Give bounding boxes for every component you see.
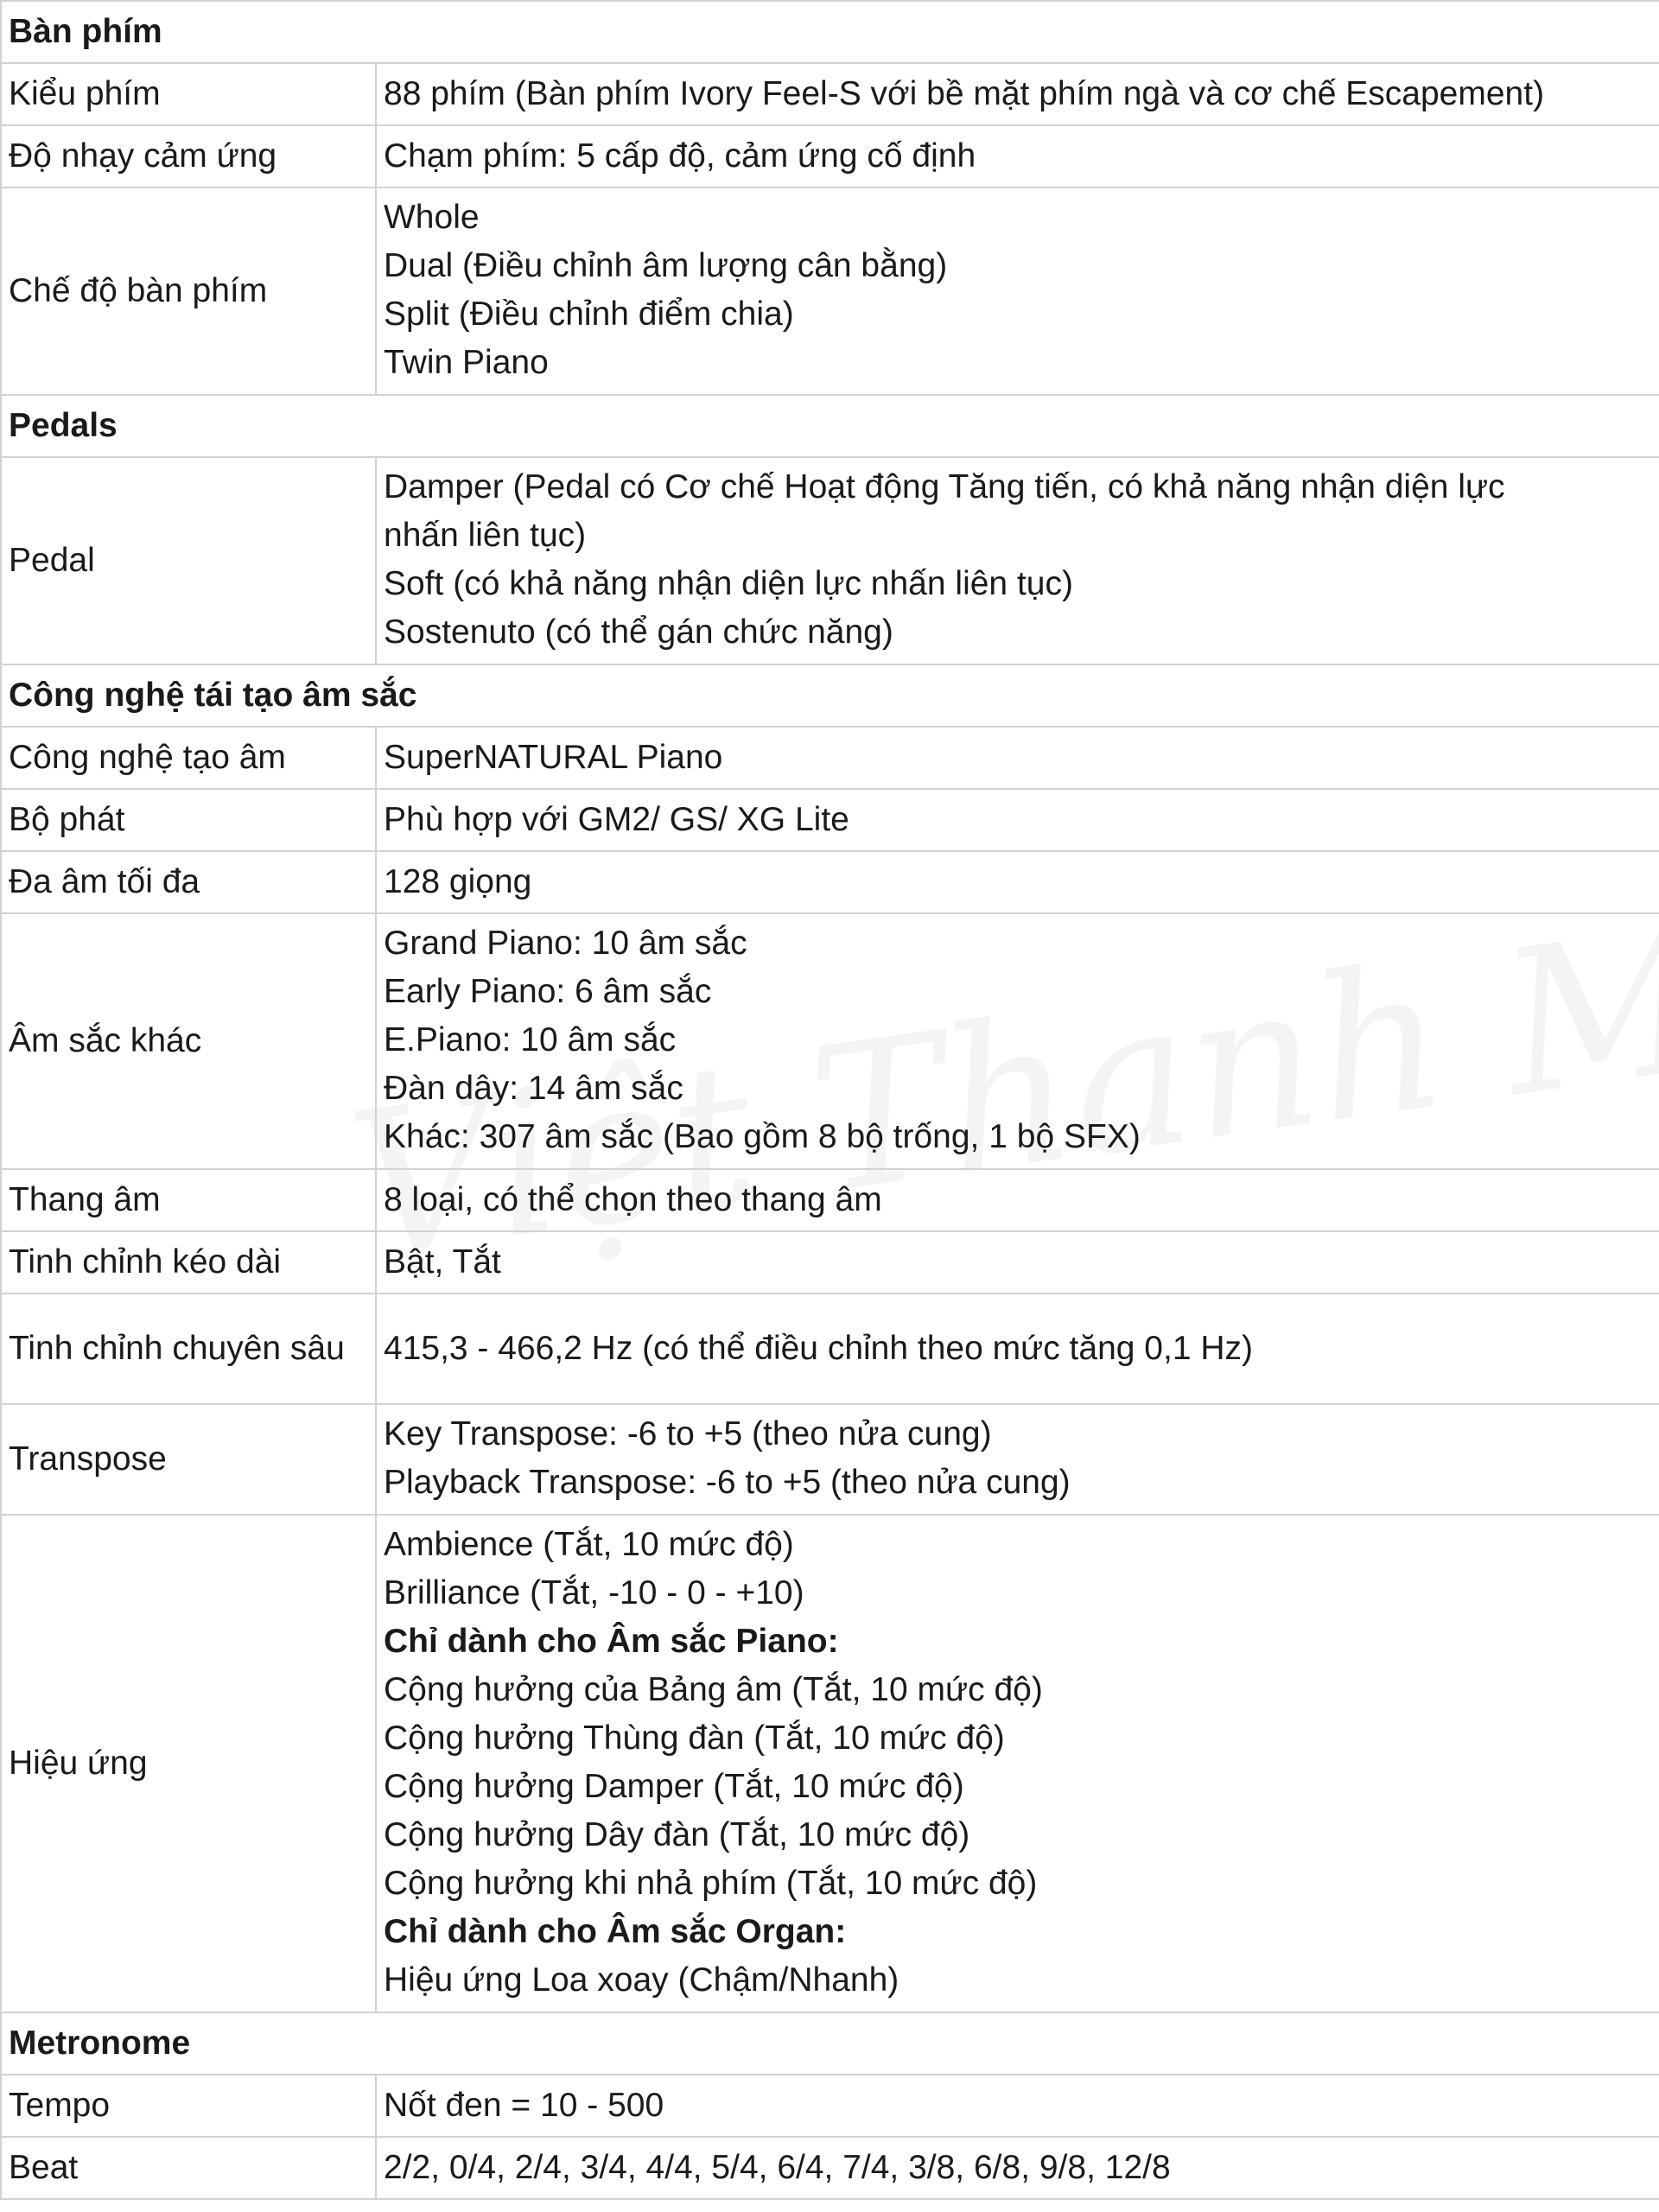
spec-value bbox=[376, 1231, 1659, 1294]
spec-value bbox=[376, 457, 1659, 664]
spec-value bbox=[376, 727, 1659, 789]
spec-value-line: 8 loại, có thể chọn theo thang âm bbox=[384, 1181, 882, 1218]
spec-label: Beat bbox=[1, 2137, 376, 2199]
spec-value-line: Split (Điều chỉnh điểm chia) bbox=[384, 296, 794, 333]
spec-value-line: Brilliance (Tắt, -10 - 0 - +10) bbox=[384, 1574, 804, 1611]
spec-label: Kiểu phím bbox=[1, 63, 376, 125]
spec-label: Hiệu ứng bbox=[1, 1515, 376, 2012]
section-title: Công nghệ tái tạo âm sắc bbox=[1, 664, 1659, 727]
spec-value-line: Bật, Tắt bbox=[384, 1243, 501, 1281]
spec-value-line: Cộng hưởng khi nhả phím (Tắt, 10 mức độ) bbox=[384, 1865, 1038, 1902]
spec-label: Độ nhạy cảm ứng bbox=[1, 125, 376, 188]
spec-value-line: 2/2, 0/4, 2/4, 3/4, 4/4, 5/4, 6/4, 7/4, 3/8, 6/8, 9/8, 12/8 bbox=[384, 2149, 1171, 2186]
spec-row bbox=[1, 1231, 1659, 1294]
spec-row bbox=[1, 63, 1659, 125]
spec-row bbox=[1, 457, 1659, 664]
spec-value-line: 415,3 - 466,2 Hz (có thể điều chỉnh theo mức tăng 0,1 Hz) bbox=[384, 1330, 1254, 1367]
spec-value-line: Whole bbox=[384, 199, 480, 236]
spec-value-line: Cộng hưởng Damper (Tắt, 10 mức độ) bbox=[384, 1768, 964, 1805]
spec-label: Đa âm tối đa bbox=[1, 851, 376, 913]
spec-value-subheading: Chỉ dành cho Âm sắc Piano: bbox=[384, 1623, 839, 1660]
spec-value-line: Key Transpose: -6 to +5 (theo nửa cung) bbox=[384, 1415, 992, 1452]
section-header bbox=[1, 664, 1659, 727]
spec-row bbox=[1, 2137, 1659, 2199]
spec-value-line: Cộng hưởng Thùng đàn (Tắt, 10 mức độ) bbox=[384, 1719, 1005, 1757]
spec-row bbox=[1, 125, 1659, 188]
spec-label: Tinh chỉnh chuyên sâu bbox=[1, 1294, 376, 1404]
spec-label: Pedal bbox=[1, 457, 376, 664]
spec-value bbox=[376, 851, 1659, 913]
spec-label: Công nghệ tạo âm bbox=[1, 727, 376, 789]
spec-value-line: Sostenuto (có thể gán chức năng) bbox=[384, 613, 893, 651]
spec-value-line: SuperNATURAL Piano bbox=[384, 739, 723, 776]
spec-row bbox=[1, 2075, 1659, 2137]
spec-row bbox=[1, 727, 1659, 789]
section-header bbox=[1, 395, 1659, 457]
spec-row bbox=[1, 789, 1659, 851]
spec-value-line: Cộng hưởng Dây đàn (Tắt, 10 mức độ) bbox=[384, 1816, 970, 1853]
spec-value-line: Chạm phím: 5 cấp độ, cảm ứng cố định bbox=[384, 137, 976, 175]
spec-value bbox=[376, 789, 1659, 851]
spec-label: Bộ phát bbox=[1, 789, 376, 851]
spec-label: Âm sắc khác bbox=[1, 913, 376, 1169]
spec-value bbox=[376, 1515, 1659, 2012]
section-title: Bàn phím bbox=[1, 1, 1659, 63]
spec-value-line: Twin Piano bbox=[384, 344, 549, 381]
spec-value-line: Damper (Pedal có Cơ chế Hoạt động Tăng tiến, có khả năng nhận diện lực bbox=[384, 468, 1505, 505]
spec-value-line: E.Piano: 10 âm sắc bbox=[384, 1021, 677, 1058]
spec-label: Thang âm bbox=[1, 1169, 376, 1231]
spec-value-line: 88 phím (Bàn phím Ivory Feel-S với bề mặt phím ngà và cơ chế Escapement) bbox=[384, 75, 1545, 112]
spec-row bbox=[1, 1515, 1659, 2012]
spec-label: Chế độ bàn phím bbox=[1, 188, 376, 395]
spec-value bbox=[376, 1294, 1659, 1404]
section-title: Metronome bbox=[1, 2012, 1659, 2075]
spec-value-line: Khác: 307 âm sắc (Bao gồm 8 bộ trống, 1 bộ SFX) bbox=[384, 1118, 1141, 1155]
spec-value-line: 128 giọng bbox=[384, 863, 532, 900]
spec-value-line: Hiệu ứng Loa xoay (Chậm/Nhanh) bbox=[384, 1961, 899, 1999]
spec-value-subheading: Chỉ dành cho Âm sắc Organ: bbox=[384, 1913, 847, 1950]
spec-value-line: Grand Piano: 10 âm sắc bbox=[384, 925, 747, 962]
spec-value bbox=[376, 1169, 1659, 1231]
spec-label: Tinh chỉnh kéo dài bbox=[1, 1231, 376, 1294]
spec-value-line: Nốt đen = 10 - 500 bbox=[384, 2087, 664, 2124]
section-header bbox=[1, 1, 1659, 63]
spec-row bbox=[1, 913, 1659, 1169]
spec-value bbox=[376, 63, 1659, 125]
spec-row bbox=[1, 1404, 1659, 1515]
spec-label: Tempo bbox=[1, 2075, 376, 2137]
spec-value-line: Early Piano: 6 âm sắc bbox=[384, 973, 712, 1010]
spec-label: Transpose bbox=[1, 1404, 376, 1515]
spec-value-line: Cộng hưởng của Bảng âm (Tắt, 10 mức độ) bbox=[384, 1671, 1043, 1708]
spec-value-line: nhấn liên tục) bbox=[384, 517, 587, 554]
spec-value-line: Đàn dây: 14 âm sắc bbox=[384, 1070, 683, 1107]
spec-value bbox=[376, 2075, 1659, 2137]
spec-row bbox=[1, 851, 1659, 913]
spec-row bbox=[1, 188, 1659, 395]
spec-value-line: Dual (Điều chỉnh âm lượng cân bằng) bbox=[384, 247, 948, 284]
spec-value-line: Ambience (Tắt, 10 mức độ) bbox=[384, 1526, 794, 1563]
spec-value bbox=[376, 188, 1659, 395]
spec-value bbox=[376, 125, 1659, 188]
spec-value bbox=[376, 1404, 1659, 1515]
spec-value bbox=[376, 913, 1659, 1169]
spec-row bbox=[1, 1169, 1659, 1231]
spec-row bbox=[1, 1294, 1659, 1404]
spec-value bbox=[376, 2137, 1659, 2199]
section-title: Pedals bbox=[1, 395, 1659, 457]
spec-value-line: Soft (có khả năng nhận diện lực nhấn liên tục) bbox=[384, 565, 1073, 602]
spec-value-line: Phù hợp với GM2/ GS/ XG Lite bbox=[384, 801, 849, 838]
spec-value-line: Playback Transpose: -6 to +5 (theo nửa cung) bbox=[384, 1464, 1071, 1501]
section-header bbox=[1, 2012, 1659, 2075]
